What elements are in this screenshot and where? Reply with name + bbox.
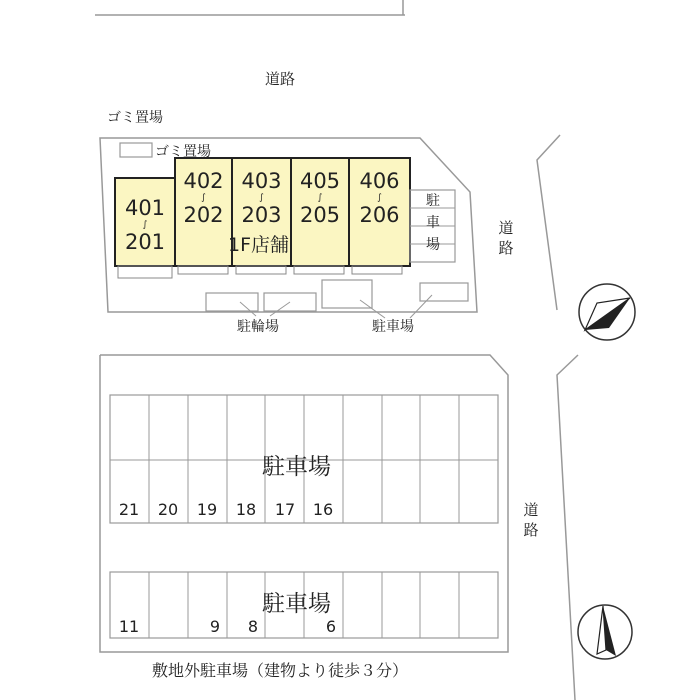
unit-top-number: 401 — [124, 196, 166, 220]
side-parking-label: 駐車場 — [426, 193, 440, 253]
stall-number: 20 — [157, 500, 179, 519]
unit-top-number: 402 — [183, 169, 224, 193]
stall-number: 16 — [312, 500, 334, 519]
north-arrow-icon — [578, 605, 632, 659]
unit-bottom-number: 205 — [299, 203, 341, 227]
unit-top-number: 406 — [359, 169, 400, 193]
stall-number: 18 — [235, 500, 257, 519]
building-step — [294, 266, 344, 274]
unit-label-401-201 — [115, 195, 175, 255]
unit-top-number: 403 — [241, 169, 282, 193]
stall-number: 17 — [274, 500, 296, 519]
stall-number: 19 — [196, 500, 218, 519]
unit-range-mark: ∫ — [201, 193, 206, 203]
unit-label-405-205 — [291, 168, 349, 228]
stall-number: 21 — [118, 500, 140, 519]
bicycle-parking-box — [206, 293, 258, 311]
road-label-top: 道路 — [265, 70, 296, 88]
unit-range-mark: ∫ — [317, 193, 323, 203]
leader-line — [410, 295, 432, 318]
bicycle-parking-label: 駐輪場 — [237, 319, 279, 335]
unit-label-403-203 — [232, 168, 291, 228]
road-label-right-upper: 道路 — [498, 219, 514, 257]
parking-box — [420, 283, 468, 301]
garbage-label-inside: ゴミ置場 — [155, 144, 211, 160]
unit-bottom-number: 202 — [183, 203, 224, 227]
road-edge-right-lower — [557, 355, 578, 700]
building-step — [236, 266, 286, 274]
stall-number: 6 — [325, 617, 337, 636]
leader-line — [270, 302, 290, 316]
garbage-label-outside: ゴミ置場 — [107, 110, 163, 126]
upper-lot-label: 駐車場 — [262, 454, 331, 480]
shop-label: 1F店舗 — [228, 234, 290, 256]
unit-bottom-number: 206 — [359, 203, 400, 227]
unit-range-mark: ∫ — [142, 220, 148, 230]
stall-number: 11 — [118, 617, 140, 636]
unit-bottom-number: 203 — [241, 203, 282, 227]
building-step — [178, 266, 228, 274]
unit-top-number: 405 — [299, 169, 341, 193]
unit-label-406-206 — [349, 168, 410, 228]
unit-range-mark: ∫ — [377, 193, 382, 203]
stall-number: 9 — [209, 617, 221, 636]
parking-label-lower-right: 駐車場 — [372, 319, 414, 335]
road-edge-right-upper — [537, 135, 560, 310]
road-label-right-lower: 道路 — [523, 501, 539, 539]
building-step — [352, 266, 402, 274]
building-step — [118, 266, 172, 278]
unit-range-mark: ∫ — [259, 193, 264, 203]
unit-label-402-202 — [175, 168, 232, 228]
leader-line — [240, 302, 256, 316]
garbage-area-box — [120, 143, 152, 157]
footer-caption: 敷地外駐車場（建物より徒歩３分） — [152, 661, 409, 680]
lower-lot-label: 駐車場 — [262, 591, 331, 617]
stall-number: 8 — [247, 617, 259, 636]
unit-bottom-number: 201 — [124, 230, 166, 254]
north-arrow-icon — [579, 284, 635, 340]
